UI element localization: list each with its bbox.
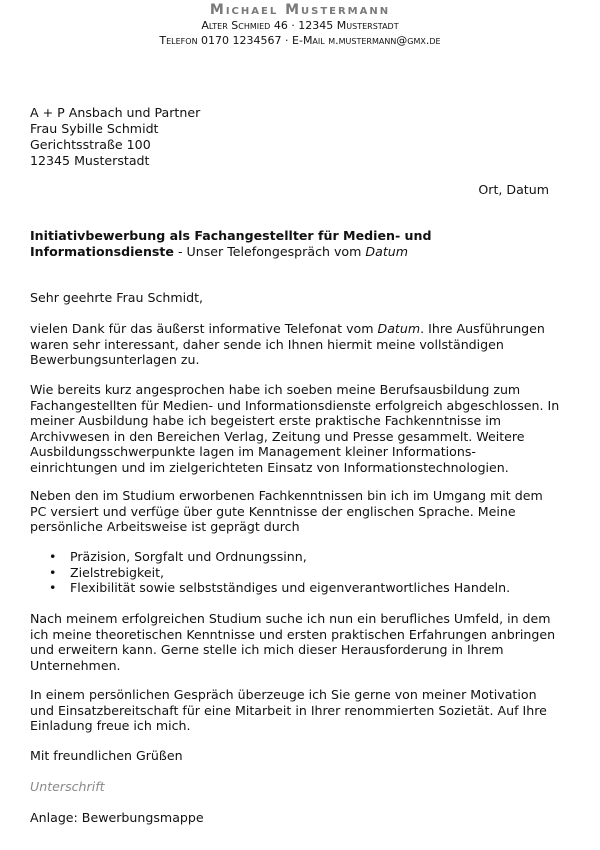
place-date: Ort, Datum: [478, 182, 549, 197]
list-item: [30, 549, 562, 565]
list-item-text: Zielstrebigkeit,: [70, 564, 165, 580]
subject-line2: [30, 244, 550, 260]
enclosure-note: Anlage: Bewerbungsmappe: [30, 810, 204, 825]
recipient-address-block: [30, 105, 200, 169]
subject-reference: - Unser Telefongespräch vom: [173, 244, 366, 259]
list-item-text: Präzision, Sorgfalt und Ordnungssinn,: [70, 549, 307, 564]
sender-contact: Telefon 0170 1234567 · E-Mail m.mustermann@gmx.de: [159, 34, 441, 47]
bullet-icon: •: [49, 580, 57, 596]
paragraph-intro: [30, 321, 562, 368]
subject-title-line2: Informationsdienste: [30, 244, 174, 259]
sender-name: Michael Mustermann: [209, 2, 391, 18]
paragraph-interview: In einem persönlichen Gespräch überzeuge ich Sie gerne von meiner Motivation und Einsatzbereitschaft für eine Mitarbeit in Ihrer renommierten Sozietät. Auf Ihre Einladung freue ich mich.: [30, 687, 547, 734]
paragraph-intro-date-placeholder: Datum: [377, 321, 421, 336]
recipient-city: 12345 Musterstadt: [30, 153, 150, 168]
paragraph-intro-part1: vielen Dank für das äußerst informative Telefonat vom: [30, 321, 378, 336]
list-item-text: Flexibilität sowie selbstständiges und eigenverantwortliches Handeln.: [70, 580, 511, 596]
recipient-company: A + P Ansbach und Partner: [30, 105, 201, 120]
list-item: [30, 565, 562, 581]
paragraph-skills: Neben den im Studium erworbenen Fachkenntnissen bin ich im Umgang mit dem PC versiert und verfüge über gute Kenntnisse der englischen Sprache. Meine persönliche Arbeitsweise ist geprägt durch: [30, 488, 543, 535]
paragraph-training: Wie bereits kurz angesprochen habe ich soeben meine Berufsausbildung zum Fachangestellten für Medien- und Informationsdienste erfolgreich abgeschlossen. In meiner Ausbildung habe ich begeistert erste praktische Fachkenntnisse im Archivwesen in den Bereichen Verlag, Zeitung und Presse gesammelt. Weitere Ausbildungsschwerpunkte lagen im Management kleiner Informations-einrichtungen und im zielgerichteten Einsatz von Informationstechnologien.: [30, 382, 560, 475]
subject-date-placeholder: Datum: [365, 244, 409, 259]
qualities-list: [30, 549, 562, 596]
letterhead: [0, 2, 600, 48]
salutation: Sehr geehrte Frau Schmidt,: [30, 290, 204, 305]
bullet-icon: •: [49, 549, 57, 564]
bullet-icon: •: [49, 564, 57, 580]
sender-address: Alter Schmied 46 · 12345 Musterstadt: [201, 19, 399, 32]
recipient-contact-person: Frau Sybille Schmidt: [30, 121, 159, 136]
paragraph-intro-part2: . Ihre Ausführungen waren sehr interessant, daher sende ich Ihnen hiermit meine vollständigen Bewerbungsunterlagen zu.: [30, 321, 545, 368]
closing-greeting: Mit freundlichen Grüßen: [30, 748, 183, 763]
signature-placeholder: Unterschrift: [30, 779, 105, 794]
subject-title-line1: Initiativbewerbung als Fachangestellter für Medien- und: [30, 228, 432, 243]
list-item: [30, 580, 562, 596]
recipient-street: Gerichtsstraße 100: [30, 137, 151, 152]
subject-line: [30, 228, 550, 260]
paragraph-goals: Nach meinem erfolgreichen Studium suche ich nun ein berufliches Umfeld, in dem ich meine theoretischen Kenntnisse und ersten praktischen Erfahrungen anbringen und erweitern kann. Gerne stelle ich mich dieser Herausforderung in Ihrem Unternehmen.: [30, 611, 556, 673]
